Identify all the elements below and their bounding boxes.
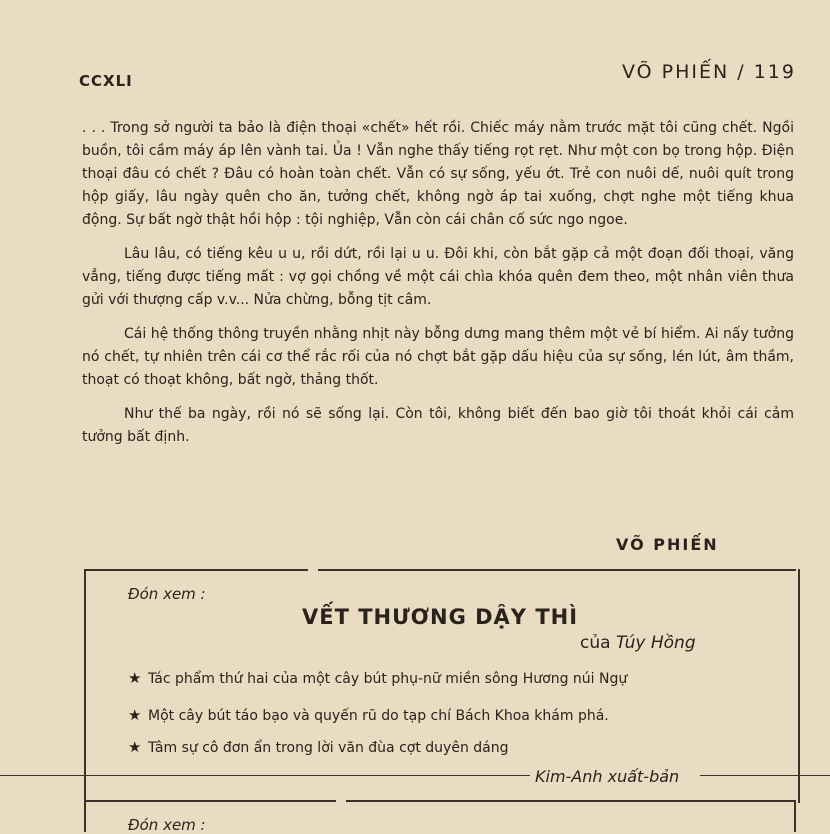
running-header: VÕ PHIẾN / 119 <box>622 61 796 83</box>
article-body <box>82 117 794 460</box>
ad-label: Đón xem : <box>128 585 206 603</box>
ad-bullet-1: ★ Tác phẩm thứ hai của một cây bút phụ-nữ miền sông Hương núi Ngự <box>128 669 628 687</box>
ad-author <box>580 633 696 653</box>
star-icon: ★ <box>128 669 142 687</box>
section-number: CCXLI <box>79 72 133 90</box>
ad-author-name: Túy Hồng <box>615 633 696 653</box>
ad-author-prefix: của <box>580 633 611 653</box>
ad-bullet-3: ★ Tâm sự cô đơn ẩn trong lời văn đùa cợt duyên dáng <box>128 738 509 756</box>
paragraph-3: Cái hệ thống thông truyền nhằng nhịt này bỗng dưng mang thêm một vẻ bí hiểm. Ai nấy tưởng nó chết, tự nhiên trên cái cơ thể rắc rối của nó chợt bắt gặp dấu hiệu của sự sống, lén lút, âm thầm, thoạt có thoạt không, bất ngờ, thảng thốt. <box>82 326 794 388</box>
article-signature: VÕ PHIẾN <box>616 535 719 554</box>
next-ad-label: Đón xem : <box>128 816 206 834</box>
ad-title: VẾT THƯƠNG DẬY THÌ <box>301 605 579 629</box>
paragraph-4: Như thế ba ngày, rồi nó sẽ sống lại. Còn tôi, không biết đến bao giờ tôi thoát khỏi cái cảm tưởng bất định. <box>82 406 794 445</box>
star-icon: ★ <box>128 706 142 724</box>
paragraph-2: Lâu lâu, có tiếng kêu u u, rồi dứt, rồi lại u u. Đôi khi, còn bắt gặp cả một đoạn đối thoại, văng vẳng, tiếng được tiếng mất : vợ gọi chồng về một cái chìa khóa quên đem theo, một nhân viên thưa gửi với thượng cấp v.v... Nửa chừng, bỗng tịt câm. <box>82 246 794 308</box>
publisher-rule-left <box>0 775 530 776</box>
next-box-left-border <box>84 800 86 832</box>
next-box-top-rule-left <box>84 800 336 802</box>
star-icon: ★ <box>128 738 142 756</box>
paragraph-1: . . . Trong sở người ta bảo là điện thoại «chết» hết rồi. Chiếc máy nằm trước mặt tôi cũng chết. Ngồi buồn, tôi cầm máy áp lên vành tai. Ủa ! Vẫn nghe thấy tiếng rọt rẹt. Như một con bọ trong hộp. Điện thoại đâu có chết ? Đâu có hoàn toàn chết. Vẫn có sự sống, yếu ớt. Trẻ con nuôi dế, nuôi quít trong hộp giấy, lâu ngày quên cho ăn, tưởng chết, không ngờ áp tai xuống, chợt nghe một tiếng khua động. Sự bất ngờ thật hồi hộp : tội nghiệp, Vẫn còn cái chân cố sức ngo ngoe. <box>82 120 794 228</box>
ad-bullet-2: ★ Một cây bút táo bạo và quyến rũ do tạp chí Bách Khoa khám phá. <box>128 706 609 724</box>
next-box-right-border <box>794 800 796 832</box>
publisher-rule-right <box>700 775 830 776</box>
next-box-top-rule-right <box>346 800 796 802</box>
ad-publisher: Kim-Anh xuất-bản <box>535 767 680 786</box>
